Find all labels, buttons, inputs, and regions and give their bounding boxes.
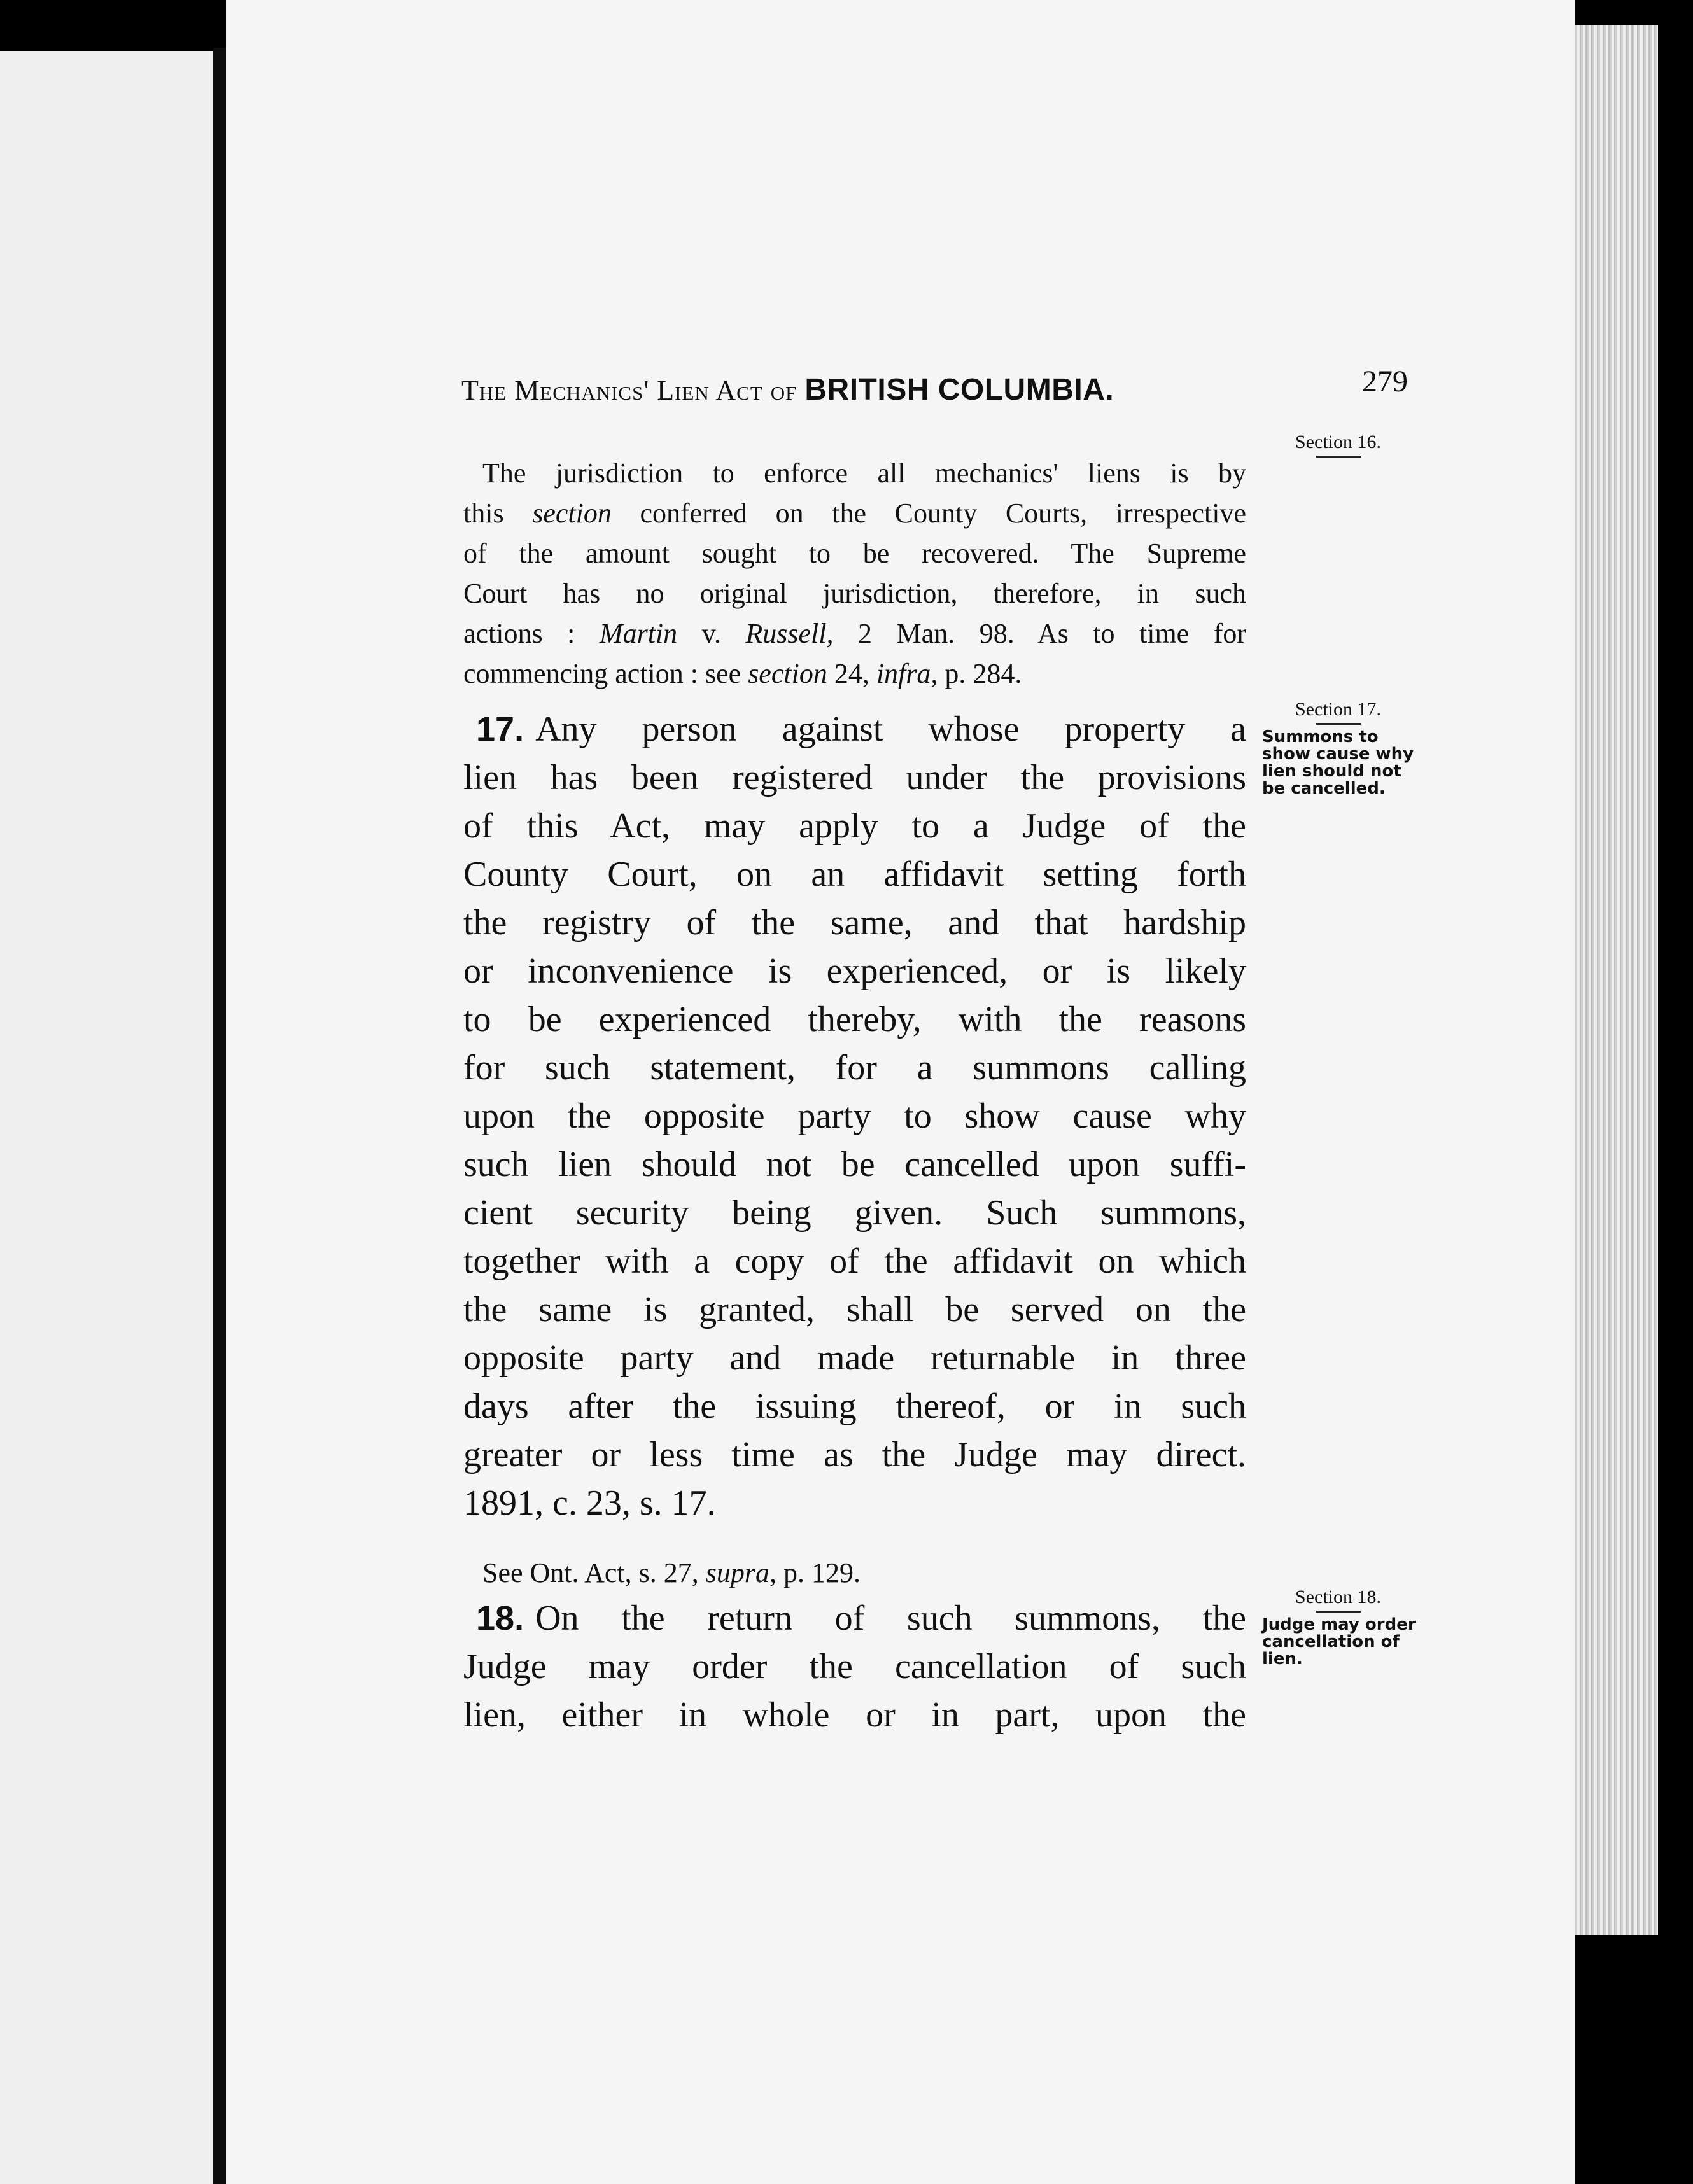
margin-note-section-17 [1257, 700, 1419, 797]
text-line: or inconvenience is experienced, or is likely [463, 951, 1246, 991]
text-line: this section conferred on the County Courts, irrespective [463, 498, 1247, 529]
text-line: lien, either in whole or in part, upon the [463, 1695, 1246, 1735]
margin-note-rule [1316, 723, 1361, 725]
section-number: 18. [476, 1599, 524, 1637]
left-page-margin [0, 51, 213, 2184]
text-line: County Court, on an affidavit setting forth [463, 855, 1246, 894]
text-line: actions : Martin v. Russell, 2 Man. 98. As to time for [463, 618, 1247, 649]
text-line: such lien should not be cancelled upon suffi- [463, 1145, 1246, 1184]
section-number: 17. [476, 710, 524, 748]
page-edges [1575, 25, 1658, 1935]
note-section-16 [463, 453, 1246, 694]
page-edge-shadow [1658, 25, 1693, 2184]
section-18-text [463, 1594, 1246, 1739]
margin-note-description: Summons to show cause why lien should not be cancelled. [1262, 727, 1414, 798]
margin-note-section-16 [1257, 433, 1419, 461]
margin-note-rule [1316, 456, 1361, 458]
italic-term: section [532, 498, 612, 529]
text-line: Court has no original jurisdiction, therefore, in such [463, 578, 1246, 609]
running-title: The Mechanics' Lien Act of [461, 375, 797, 406]
page-number: 279 [1362, 365, 1408, 398]
text-line: commencing action : see section 24, infra, p. 284. [463, 658, 1022, 689]
text-line: of the amount sought to be recovered. The Supreme [463, 538, 1246, 569]
text-line: 17. Any person against whose property a [476, 710, 1246, 749]
text-line: cient security being given. Such summons, [463, 1193, 1246, 1233]
case-name: Russell, [745, 618, 834, 649]
book-gutter [213, 48, 226, 2184]
text-line: Judge may order the cancellation of such [463, 1647, 1246, 1686]
margin-note-rule [1316, 1611, 1361, 1613]
margin-note-section-label: Section 18. [1295, 1586, 1381, 1607]
text-line: days after the issuing thereof, or in such [463, 1387, 1246, 1426]
margin-note-section-label: Section 17. [1295, 699, 1381, 720]
text-line: greater or less time as the Judge may direct. [463, 1435, 1246, 1474]
text-line: The jurisdiction to enforce all mechanics' liens is by [482, 458, 1246, 489]
note-section-17 [463, 1553, 1246, 1593]
text-line: opposite party and made returnable in three [463, 1338, 1246, 1378]
running-head [461, 372, 1289, 417]
text-line: lien has been registered under the provisions [463, 758, 1246, 797]
text-line: upon the opposite party to show cause why [463, 1096, 1246, 1136]
text-line: for such statement, for a summons calling [463, 1048, 1246, 1088]
margin-note-description: Judge may order cancellation of lien. [1262, 1615, 1416, 1669]
section-17-text [463, 705, 1246, 1527]
text-line: 1891, c. 23, s. 17. [463, 1483, 716, 1523]
running-title-bold: BRITISH COLUMBIA. [804, 373, 1114, 407]
text-line: the same is granted, shall be served on the [463, 1290, 1246, 1329]
margin-note-section-label: Section 16. [1295, 431, 1381, 452]
text-line: 18. On the return of such summons, the [476, 1599, 1246, 1638]
text-line: to be experienced thereby, with the reasons [463, 1000, 1246, 1039]
text-line: of this Act, may apply to a Judge of the [463, 806, 1246, 846]
text-line: the registry of the same, and that hardship [463, 903, 1246, 942]
margin-note-section-18 [1257, 1588, 1419, 1668]
text-line: together with a copy of the affidavit on which [463, 1242, 1246, 1281]
italic-term: supra, [705, 1557, 777, 1588]
case-name: Martin [599, 618, 678, 649]
text-line: See Ont. Act, s. 27, supra, p. 129. [482, 1557, 861, 1588]
